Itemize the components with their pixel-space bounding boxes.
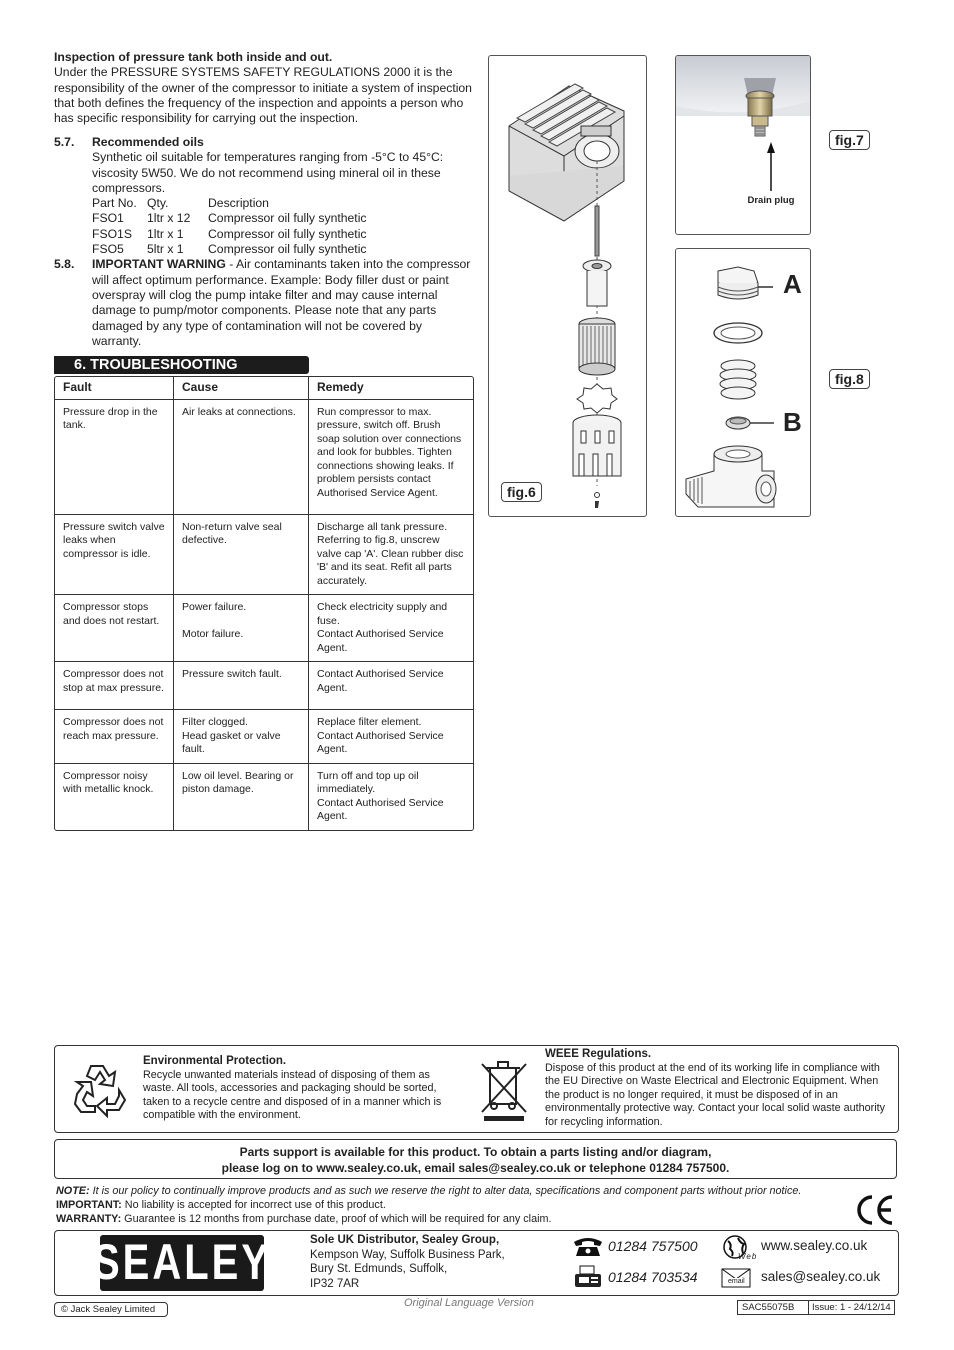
oils-row (92, 211, 472, 226)
table-row (55, 763, 473, 830)
important-label: IMPORTANT: (56, 1199, 122, 1211)
telephone-icon (572, 1236, 604, 1258)
environment-section (143, 1055, 463, 1123)
cause-cell: Pressure switch fault. (174, 662, 309, 710)
oils-header-qty: Qty. (147, 196, 169, 211)
remedy-cell: Contact Authorised Service Agent. (309, 662, 474, 710)
label-b: B (783, 407, 802, 437)
oils-desc: Compressor oil fully synthetic (208, 242, 367, 257)
warning-text: - Air contaminants taken into the compressor will affect optimum performance. Example: Body filler dust or paint overspray will clog the pump intake filter and may cause internal damage to pump/motor components. Please note that any parts damaged by any type of contamination will not be covered by warranty. (92, 257, 471, 348)
recycle-icon (69, 1060, 129, 1118)
cause-cell: Filter clogged. Head gasket or valve fault. (174, 710, 309, 764)
table-row (55, 710, 473, 764)
email-link[interactable]: sales@sealey.co.uk (761, 1269, 881, 1284)
notes-section (56, 1184, 856, 1226)
fig8-box (675, 248, 811, 517)
warranty-text: Guarantee is 12 months from purchase date, proof of which will be required for any claim. (121, 1213, 552, 1225)
cause-cell: Non-return valve seal defective. (174, 514, 309, 595)
phone-number[interactable]: 01284 757500 (608, 1238, 698, 1254)
oils-title: Recommended oils (92, 135, 204, 149)
header-fault: Fault (55, 377, 174, 399)
original-language-label: Original Language Version (404, 1297, 534, 1309)
web-icon-label: Web (738, 1252, 758, 1261)
troubleshooting-table (54, 376, 474, 831)
troubleshooting-heading: 6. TROUBLESHOOTING (54, 356, 309, 374)
fax-icon (572, 1265, 604, 1289)
warranty-label: WARRANTY: (56, 1213, 122, 1225)
drain-plug-label: Drain plug (747, 195, 795, 206)
note-text: It is our policy to continually improve products and as such we reserve the right to alter data, specifications and component parts without prior notice. (89, 1185, 802, 1197)
table-row (55, 595, 473, 662)
document-code: SAC55075B (738, 1301, 809, 1314)
company-box (54, 1230, 899, 1296)
email-icon-label: email (728, 1278, 745, 1285)
compressor-pump-exploded-illustration (489, 56, 646, 516)
sealey-logo-text: SEALEY (92, 1234, 272, 1290)
remedy-cell: Run compressor to max. pressure, switch off. Brush soap solution over connections and look for bubbles. Tighten connections showing leaks. If problem persists contact Authorised Service Agent. (309, 399, 474, 514)
document-code-box (737, 1300, 895, 1315)
weee-bin-icon (480, 1060, 530, 1122)
oils-qty: 5ltr x 1 (147, 242, 184, 257)
sealey-logo (92, 1234, 272, 1291)
weee-title: WEEE Regulations. (545, 1048, 652, 1060)
parts-support-line1: Parts support is available for this product. To obtain a parts listing and/or diagram, (239, 1145, 712, 1159)
remedy-cell: Turn off and top up oil immediately. Contact Authorised Service Agent. (309, 763, 474, 830)
oils-row (92, 242, 472, 257)
oils-qty: 1ltr x 12 (147, 211, 191, 226)
address-line1: Kempson Way, Suffolk Business Park, (310, 1248, 505, 1261)
oils-qty: 1ltr x 1 (147, 226, 184, 241)
table-row (55, 514, 473, 595)
weee-text: Dispose of this product at the end of its working life in compliance with the EU Directive on Waste Electrical and Electronic Equipment. When the product is no longer required, it must be disposed of in an environmentally protective way. Contact your local solid waste authority for recycling information. (545, 1061, 886, 1128)
environment-text: Recycle unwanted materials instead of disposing of them as waste. All tools, accessories and packaging should be sorted, taken to a recycle centre and disposed of in a manner which is compatible with the environment. (143, 1068, 442, 1122)
cause-cell: Low oil level. Bearing or piston damage. (174, 763, 309, 830)
oils-desc: Compressor oil fully synthetic (208, 226, 367, 241)
fault-cell: Compressor does not reach max pressure. (55, 710, 174, 764)
copyright-badge: © Jack Sealey Limited (54, 1302, 168, 1317)
environment-weee-box (54, 1045, 899, 1133)
oils-part: FSO1 (92, 211, 124, 226)
note-label: NOTE: (56, 1185, 90, 1197)
oils-text: Synthetic oil suitable for temperatures ranging from -5°C to 45°C: viscosity 5W50. We do not recommend using mineral oil in these compressors. (92, 150, 444, 195)
oils-section (54, 135, 472, 349)
fault-cell: Compressor stops and does not restart. (55, 595, 174, 662)
warning-number: 5.8. (54, 257, 75, 272)
remedy-cell: Discharge all tank pressure. Referring to fig.8, unscrew valve cap 'A'. Clean rubber disc 'B' and its seat. Refit all parts accurately. (309, 514, 474, 595)
inspection-title: Inspection of pressure tank both inside and out. (54, 50, 333, 64)
fault-cell: Pressure drop in the tank. (55, 399, 174, 514)
address-line2: Bury St. Edmunds, Suffolk, (310, 1263, 448, 1275)
oils-header-part: Part No. (92, 196, 137, 211)
oils-row (92, 227, 472, 242)
oils-part: FSO5 (92, 242, 124, 257)
cause-cell: Air leaks at connections. (174, 399, 309, 514)
fig8-label: fig.8 (829, 369, 870, 389)
fig7-label: fig.7 (829, 130, 870, 150)
company-name: Sole UK Distributor, Sealey Group, (310, 1234, 500, 1246)
ce-mark-icon (856, 1194, 896, 1226)
header-cause: Cause (174, 377, 309, 399)
label-a: A (783, 269, 802, 299)
oils-header-desc: Description (208, 196, 269, 211)
fig6-box (488, 55, 647, 517)
parts-support-line2: please log on to www.sealey.co.uk, email sales@sealey.co.uk or telephone 01284 757500. (221, 1161, 730, 1175)
parts-support-box (54, 1139, 897, 1179)
website-link[interactable]: www.sealey.co.uk (761, 1238, 868, 1253)
drain-plug-illustration (676, 56, 810, 234)
fig7-box (675, 55, 811, 235)
oils-desc: Compressor oil fully synthetic (208, 211, 367, 226)
weee-section (545, 1048, 890, 1130)
table-row (55, 662, 473, 710)
inspection-section (54, 50, 472, 126)
address-line3: IP32 7AR (310, 1277, 360, 1290)
inspection-text: Under the PRESSURE SYSTEMS SAFETY REGULATIONS 2000 it is the responsibility of the owner of the compressor to initiate a system of inspection that both defines the frequency of the inspection and appoints a person who has specific responsibility for carrying out the inspection. (54, 65, 472, 126)
issue-label: Issue: 1 - 24/12/14 (812, 1302, 891, 1313)
oils-table (54, 196, 472, 257)
header-remedy: Remedy (309, 377, 474, 399)
environment-title: Environmental Protection. (143, 1055, 287, 1067)
oils-part: FSO1S (92, 226, 132, 241)
table-row (55, 399, 473, 514)
fault-cell: Pressure switch valve leaks when compressor is idle. (55, 514, 174, 595)
oils-number: 5.7. (54, 135, 75, 149)
remedy-cell: Replace filter element. Contact Authorised Service Agent. (309, 710, 474, 764)
warning-title: IMPORTANT WARNING (92, 257, 226, 272)
fig6-label: fig.6 (501, 482, 542, 502)
fax-number[interactable]: 01284 703534 (608, 1269, 698, 1285)
remedy-cell: Check electricity supply and fuse. Contact Authorised Service Agent. (309, 595, 474, 662)
fault-cell: Compressor does not stop at max pressure. (55, 662, 174, 710)
fault-cell: Compressor noisy with metallic knock. (63, 769, 154, 795)
company-address (310, 1233, 505, 1291)
cause-cell: Power failure. Motor failure. (174, 595, 309, 662)
important-text: No liability is accepted for incorrect use of this product. (121, 1199, 386, 1211)
warning-section (54, 257, 472, 349)
